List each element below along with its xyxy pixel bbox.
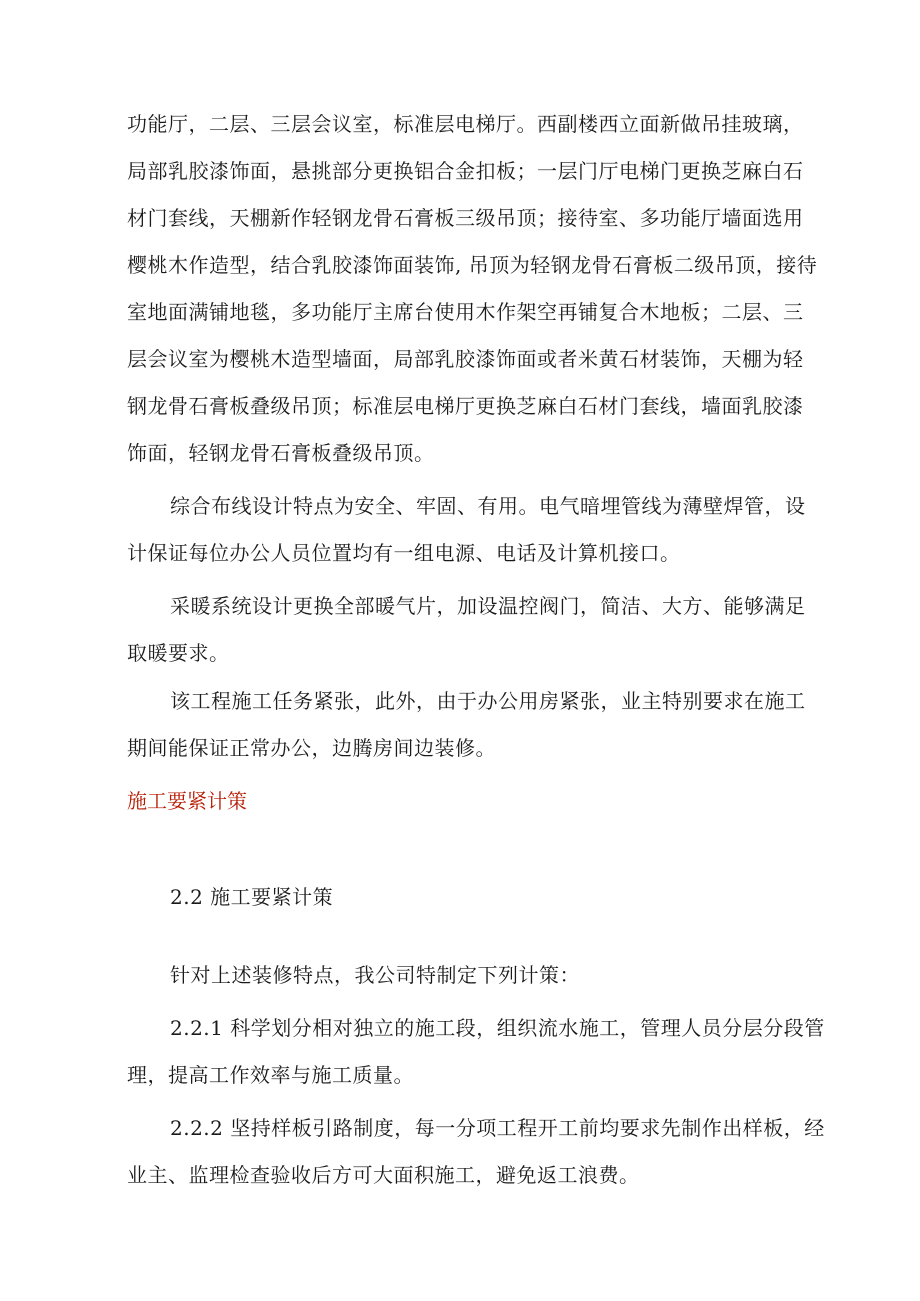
paragraph-line: 计保证每位办公人员位置均有一组电源、电话及计算机接口。 bbox=[127, 541, 681, 565]
paragraph-line: 采暖系统设计更换全部暖气片，加设温控阀门，简洁、大方、能够满足 bbox=[170, 594, 806, 618]
paragraph-line: 室地面满铺地毯，多功能厅主席台使用木作架空再铺复合木地板；二层、三 bbox=[127, 300, 804, 324]
list-item-line: 业主、监理检查验收后方可大面积施工，避免返工浪费。 bbox=[127, 1163, 640, 1187]
paragraph-line: 该工程施工任务紧张，此外，由于办公用房紧张，业主特别要求在施工 bbox=[170, 689, 806, 713]
subsection-heading: 2.2 施工要紧计策 bbox=[170, 885, 334, 909]
paragraph-line: 局部乳胶漆饰面，悬挑部分更换铝合金扣板；一层门厅电梯门更换芝麻白石 bbox=[127, 159, 804, 183]
paragraph-line: 功能厅，二层、三层会议室，标准层电梯厅。西副楼西立面新做吊挂玻璃， bbox=[127, 112, 804, 136]
list-item-line: 2.2.2 坚持样板引路制度，每一分项工程开工前均要求先制作出样板，经 bbox=[170, 1116, 825, 1140]
list-item-line: 理，提高工作效率与施工质量。 bbox=[127, 1063, 414, 1087]
section-heading: 施工要紧计策 bbox=[127, 789, 247, 813]
paragraph-line: 层会议室为樱桃木造型墙面，局部乳胶漆饰面或者米黄石材装饰，天棚为轻 bbox=[127, 347, 804, 371]
paragraph-line: 钢龙骨石膏板叠级吊顶；标准层电梯厅更换芝麻白石材门套线，墙面乳胶漆 bbox=[127, 394, 804, 418]
paragraph-line: 材门套线，天棚新作轻钢龙骨石膏板三级吊顶；接待室、多功能厅墙面选用 bbox=[127, 206, 804, 230]
intro-line: 针对上述装修特点，我公司特制定下列计策： bbox=[170, 963, 580, 987]
paragraph-line: 樱桃木作造型，结合乳胶漆饰面装饰, 吊顶为轻钢龙骨石膏板二级吊顶，接待 bbox=[127, 253, 818, 277]
list-item-line: 2.2.1 科学划分相对独立的施工段，组织流水施工，管理人员分层分段管 bbox=[170, 1016, 825, 1040]
paragraph-line: 取暖要求。 bbox=[127, 641, 230, 665]
paragraph-line: 综合布线设计特点为安全、牢固、有用。电气暗埋管线为薄壁焊管，设 bbox=[170, 494, 806, 518]
paragraph-line: 饰面，轻钢龙骨石膏板叠级吊顶。 bbox=[127, 441, 435, 465]
paragraph-line: 期间能保证正常办公，边腾房间边装修。 bbox=[127, 736, 496, 760]
